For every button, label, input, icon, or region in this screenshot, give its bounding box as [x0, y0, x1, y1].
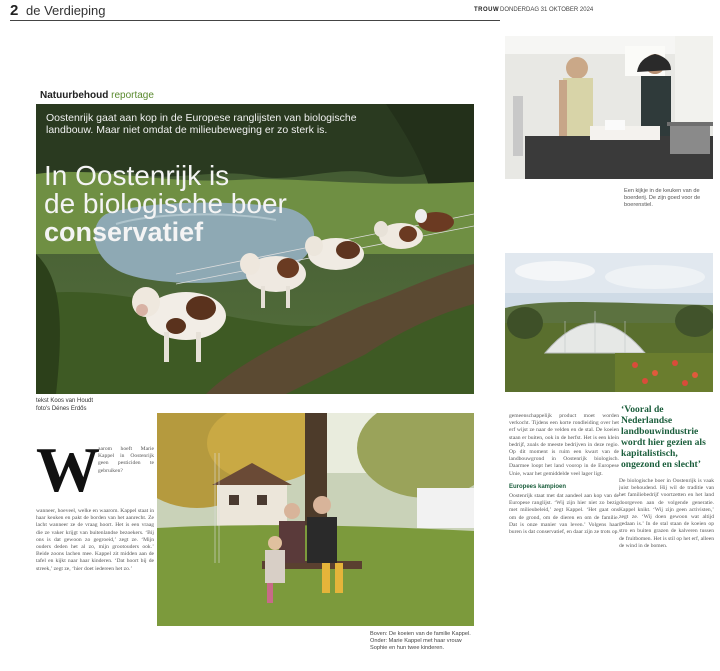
- kitchen-photo: [505, 36, 713, 179]
- body-column-1: wanneer, hoeveel, welke en waarom. Kappel staat in haar keuken en pakt de borden van het aanrecht. Ze lacht wanneer ze de vraag hoort. Het is een vraag die ze vaker krijgt van buitenlandse bezoekers. ‘Bij ons is dat gewoon zo gegroeid,’ zegt ze. ‘Mijn ouders deden het al zo, mijn grootouders ook.’ Beide zoons lachen mee. Kappel zit midden aan de tafel en kijkt naar haar kinderen. ‘Dat hoort bij de streek,’ zegt ze, ‘hier doet iedereen het zo.’: [36, 508, 154, 572]
- family-photo-caption: Boven: De koeien van de familie Kappel. Onder: Marie Kappel met haar vrouw Sophie en hun twee kinderen.: [370, 631, 471, 651]
- greenhouse-illustration: [505, 253, 713, 392]
- headline-line-2: de biologische boer: [44, 188, 287, 219]
- hero-intro: Oostenrijk gaat aan kop in de Europese ranglijsten van biologische landbouw. Maar niet omdat de milieubeweging er zo sterk is.: [46, 112, 357, 136]
- body-column-4: De biologische boer in Oostenrijk is vaak juist behoudend. Hij wil de traditie van het familiebedrijf voortzetten en het land doorgeven aan de volgende generatie. Kappel knikt. ‘Wij zijn geen activisten,’ zegt ze. ‘Wij doen gewoon wat altijd gedaan is.’ In de stal staan de koeien op stro en buiten grazen de kalveren tussen de fruitbomen. Het is stil op het erf, alleen de wind in de bomen.: [619, 478, 714, 549]
- drop-cap: W: [36, 434, 100, 505]
- subheading: Europees kampioen: [509, 483, 567, 490]
- byline-photo: foto's Dénes Erdős: [36, 406, 87, 412]
- kitchen-illustration: [505, 36, 713, 179]
- body-column-1-intro: aarom hoeft Marie Kappel in Oostenrijk geen pesticiden te gebruiken?: [98, 446, 154, 474]
- header-rule: [10, 20, 500, 21]
- body-column-3-text: gemeenschappelijk product moet worden verkocht. Tijdens een korte rondleiding over het erf wijst ze naar de velden en de stal. De koeien staan er buiten, ook in de herfst. Het is een klein bedrijf, zoals de meeste bedrijven in deze regio. Op dit moment is ruim een kwart van de landbouwgrond in Oostenrijk biologisch. Daarmee loopt het land voorop in de Europese Unie, waar het gemiddelde veel lager ligt.: [509, 413, 619, 477]
- body-column-3: [509, 413, 619, 671]
- section-name: de Verdieping: [26, 3, 106, 18]
- byline: [36, 397, 93, 413]
- newspaper-name: TROUW: [474, 7, 500, 13]
- headline-line-3: conservatief: [44, 217, 204, 247]
- cows-by-pond-illustration: [36, 104, 474, 394]
- kicker-type: reportage: [111, 90, 154, 101]
- greenhouse-photo: [505, 253, 713, 392]
- kitchen-photo-caption: Een kijkje in de keuken van de boerderij. De zijn goed voor de boerenstiel.: [624, 188, 701, 208]
- body-column-3-text-b: Oostenrijk staat met dat aandeel aan kop van de Europese ranglijst. ‘Wij zijn hier niet zo bezig met milieubeleid,’ zegt Kappel. ‘Het gaat ons om de grond, om de dieren en om de familie. Dat is onze manier van leven.’ Volgens haar buren is dat conservatief, en daar zijn ze trots op.: [509, 493, 619, 536]
- headline: [44, 162, 287, 246]
- headline-line-1: In Oostenrijk is: [44, 160, 230, 191]
- hero-photo: [36, 104, 474, 394]
- kicker: [40, 90, 154, 101]
- family-photo: [157, 413, 474, 626]
- page-number: 2: [10, 2, 19, 19]
- pull-quote: ‘Vooral de Nederlandse landbouwindustrie wordt hier gezien als kapitalistisch, ongezond en slecht’: [621, 404, 706, 470]
- kicker-category: Natuurbehoud: [40, 90, 109, 101]
- issue-date: DONDERDAG 31 OKTOBER 2024: [500, 7, 594, 13]
- family-on-bench-illustration: [157, 413, 474, 626]
- byline-text: tekst Koos van Houdt: [36, 398, 94, 404]
